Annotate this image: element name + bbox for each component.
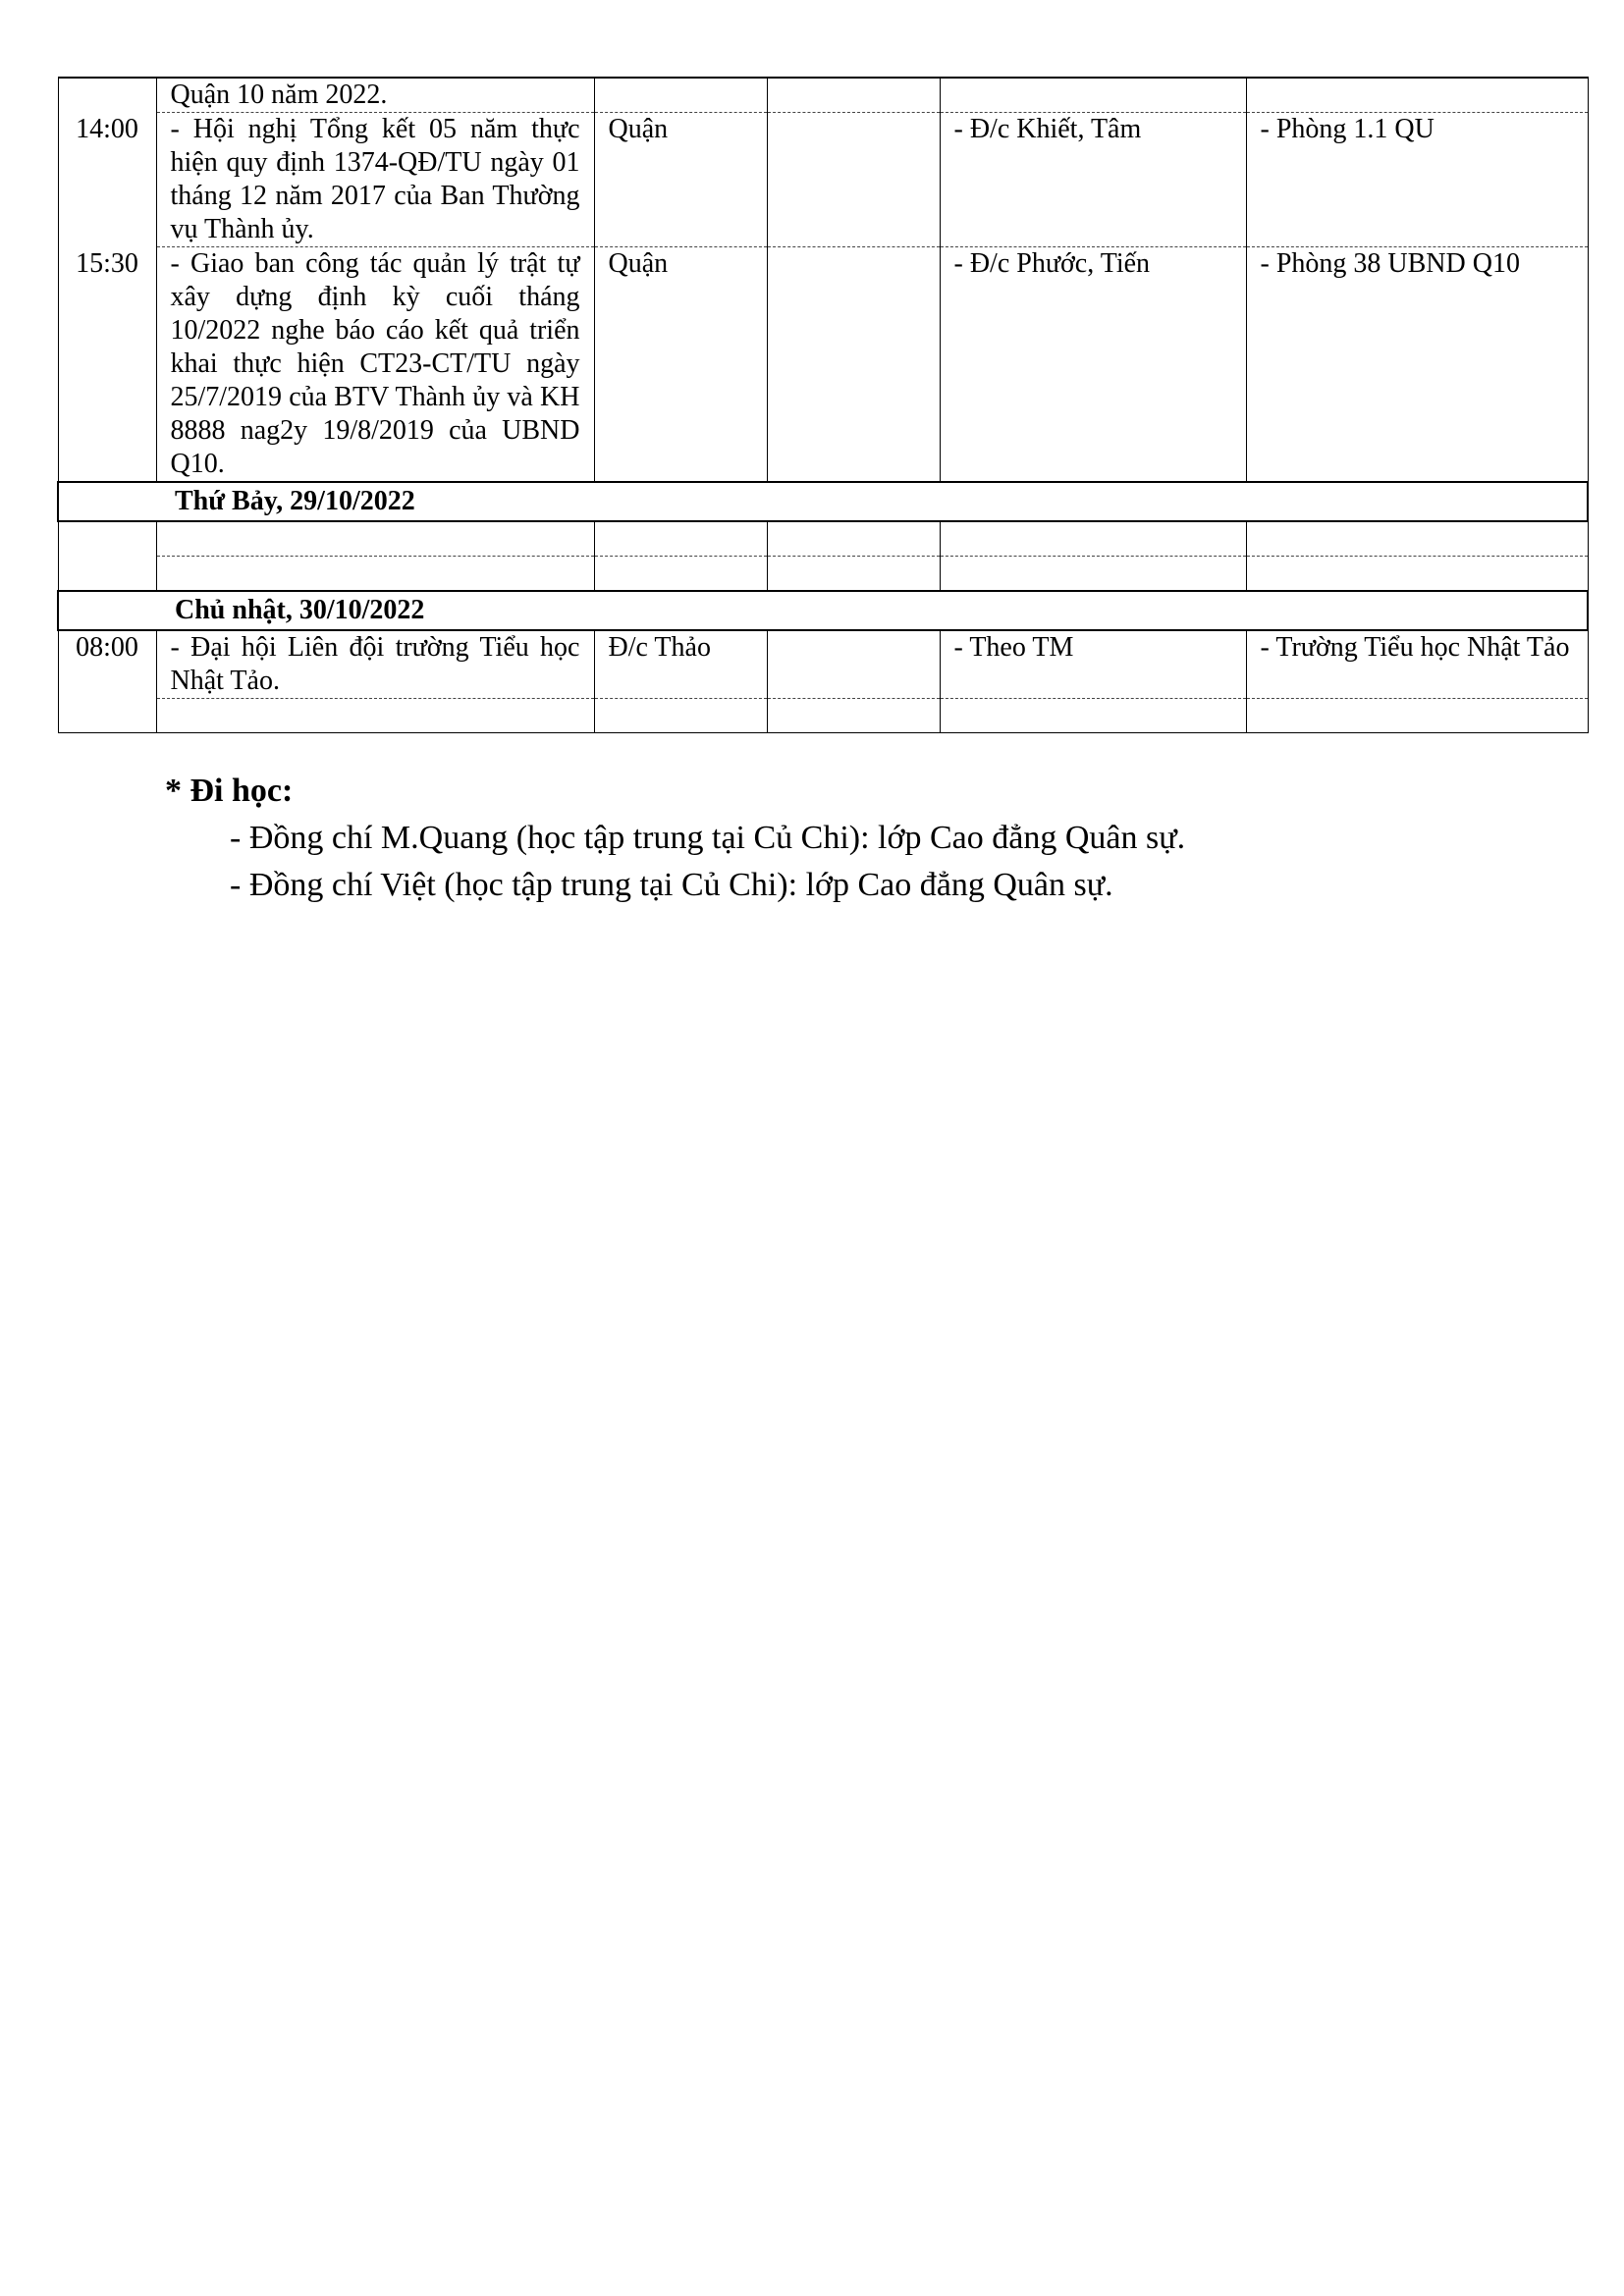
content-cell xyxy=(156,521,594,557)
time-cell xyxy=(58,699,156,733)
table-row xyxy=(58,557,1588,592)
content-cell xyxy=(156,557,594,592)
attend-cell xyxy=(940,557,1246,592)
attend-cell: - Đ/c Khiết, Tâm xyxy=(940,113,1246,247)
prep-cell xyxy=(767,521,940,557)
table-row xyxy=(58,630,1588,699)
attend-cell: - Đ/c Phước, Tiến xyxy=(940,247,1246,483)
chair-cell: Đ/c Thảo xyxy=(594,630,767,699)
chair-cell xyxy=(594,78,767,113)
study-notes xyxy=(165,768,1185,909)
prep-cell xyxy=(767,557,940,592)
prep-cell xyxy=(767,113,940,247)
chair-cell xyxy=(594,521,767,557)
place-cell: - Phòng 38 UBND Q10 xyxy=(1246,247,1588,483)
attend-cell: - Theo TM xyxy=(940,630,1246,699)
place-cell xyxy=(1246,557,1588,592)
prep-cell xyxy=(767,247,940,483)
notes-item: - Đồng chí Việt (học tập trung tại Củ Chi): lớp Cao đẳng Quân sự. xyxy=(230,867,1113,903)
attend-cell xyxy=(940,78,1246,113)
time-cell: 15:30 xyxy=(58,247,156,483)
table-row xyxy=(58,78,1588,113)
attend-cell xyxy=(940,699,1246,733)
chair-cell xyxy=(594,557,767,592)
content-cell: - Hội nghị Tổng kết 05 năm thực hiện quy định 1374-QĐ/TU ngày 01 tháng 12 năm 2017 của Ban Thường vụ Thành ủy. xyxy=(156,113,594,247)
table-row xyxy=(58,247,1588,483)
day-header-saturday: Thứ Bảy, 29/10/2022 xyxy=(58,482,1588,521)
chair-cell: Quận xyxy=(594,247,767,483)
content-cell: - Giao ban công tác quản lý trật tự xây dựng định kỳ cuối tháng 10/2022 nghe báo cáo kết quả triển khai thực hiện CT23-CT/TU ngày 25/7/2019 của BTV Thành ủy và KH 8888 nag2y 19/8/2019 của UBND Q10. xyxy=(156,247,594,483)
content-cell xyxy=(156,699,594,733)
time-cell xyxy=(58,557,156,592)
content-cell: - Đại hội Liên đội trường Tiểu học Nhật Tảo. xyxy=(156,630,594,699)
prep-cell xyxy=(767,78,940,113)
time-cell xyxy=(58,521,156,557)
day-header-row xyxy=(58,482,1588,521)
day-header-row xyxy=(58,591,1588,630)
day-header-sunday: Chủ nhật, 30/10/2022 xyxy=(58,591,1588,630)
prep-cell xyxy=(767,699,940,733)
table-row xyxy=(58,113,1588,247)
time-cell: 08:00 xyxy=(58,630,156,699)
place-cell xyxy=(1246,521,1588,557)
content-cell: Quận 10 năm 2022. xyxy=(156,78,594,113)
table-row xyxy=(58,521,1588,557)
notes-item: - Đồng chí M.Quang (học tập trung tại Củ Chi): lớp Cao đẳng Quân sự. xyxy=(230,820,1186,856)
schedule-sheet xyxy=(57,77,1587,733)
chair-cell xyxy=(594,699,767,733)
place-cell: - Phòng 1.1 QU xyxy=(1246,113,1588,247)
place-cell: - Trường Tiểu học Nhật Tảo xyxy=(1246,630,1588,699)
notes-heading: * Đi học: xyxy=(165,773,294,809)
table-row xyxy=(58,699,1588,733)
place-cell xyxy=(1246,699,1588,733)
time-cell xyxy=(58,78,156,113)
place-cell xyxy=(1246,78,1588,113)
prep-cell xyxy=(767,630,940,699)
attend-cell xyxy=(940,521,1246,557)
time-cell: 14:00 xyxy=(58,113,156,247)
schedule-table xyxy=(57,77,1589,733)
chair-cell: Quận xyxy=(594,113,767,247)
